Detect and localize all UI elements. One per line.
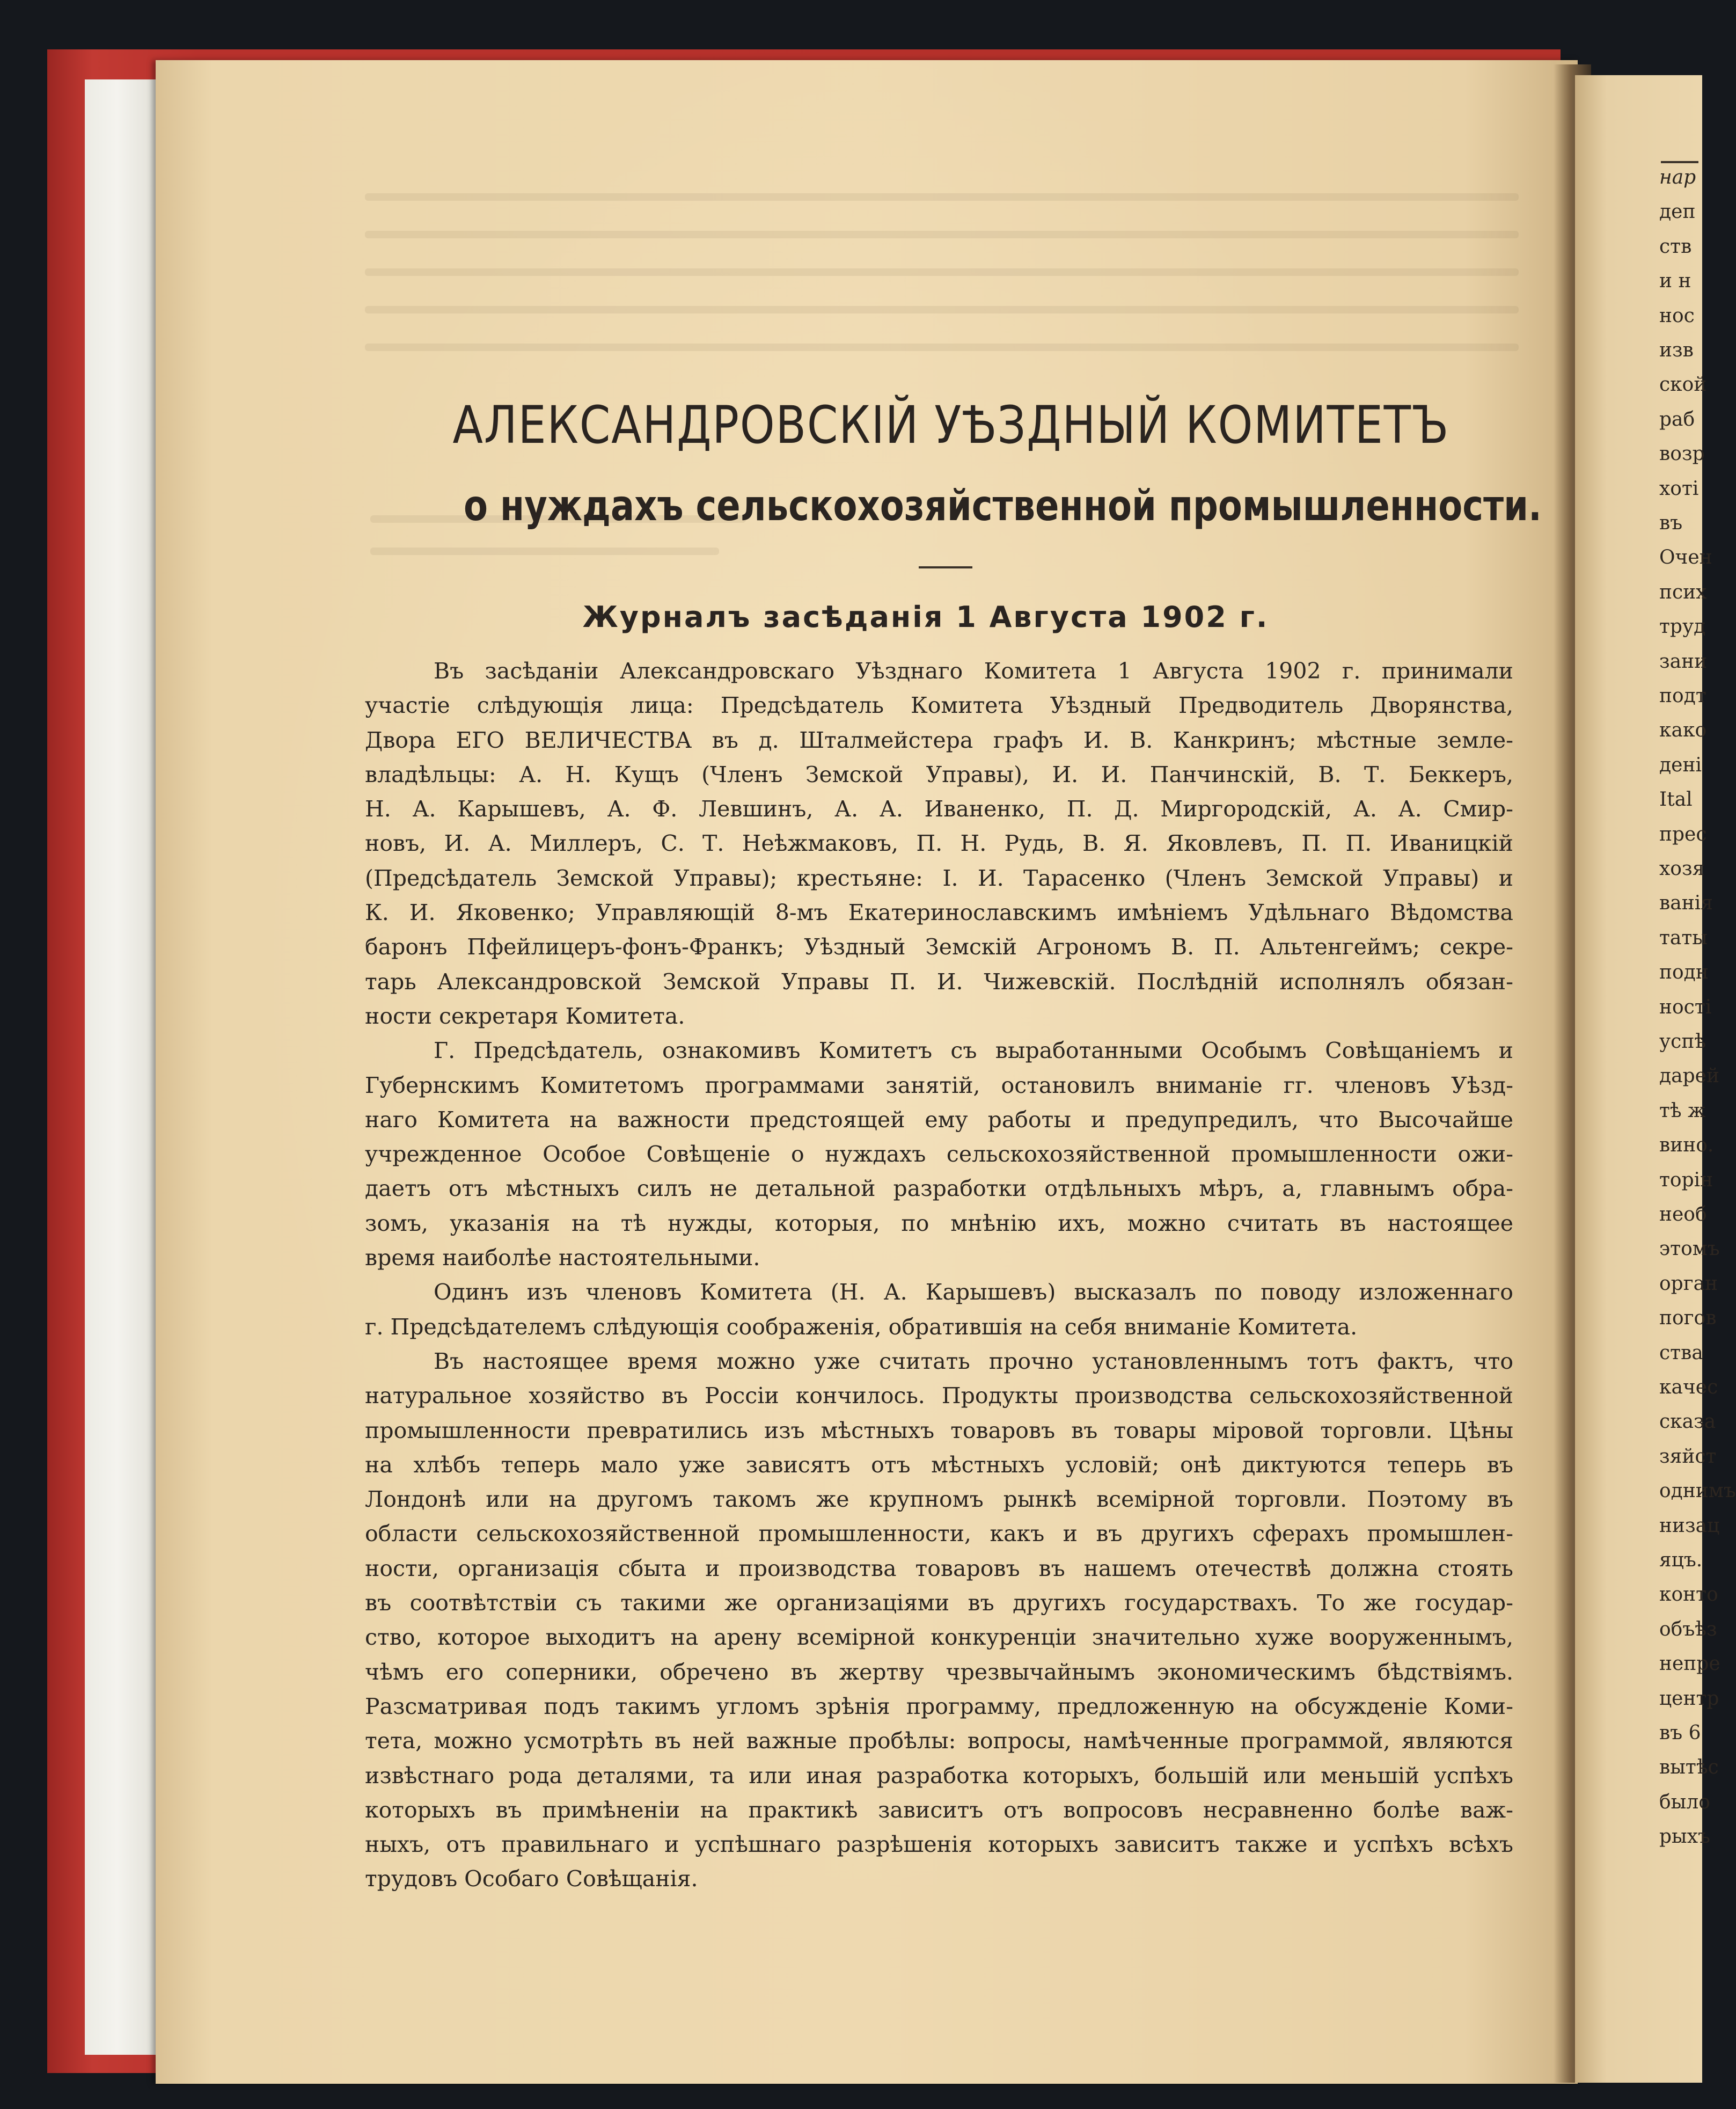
body-line: ности, организація сбыта и производства товаровъ въ нашемъ отечествѣ должна стоять <box>365 1555 1513 1581</box>
facing-page-fragment: прес <box>1659 823 1707 845</box>
body-line: въ соотвѣтствіи съ такими же организаціями въ другихъ государствахъ. То же государ- <box>365 1590 1513 1616</box>
body-line: новъ, И. А. Миллеръ, С. Т. Неѣжмаковъ, П. Н. Рудь, В. Я. Яковлевъ, П. П. Иваницкій <box>365 830 1513 857</box>
facing-page-fragment: ской <box>1659 374 1707 396</box>
body-line: тарь Александровской Земской Управы П. И. Чижевскій. Послѣдній исполнялъ обязан- <box>365 968 1513 995</box>
journal-heading: Журналъ засѣданія 1 Августа 1902 г. <box>582 600 1269 634</box>
bleed-through <box>370 548 719 555</box>
facing-page-fragment: ств <box>1659 235 1692 258</box>
document-title: АЛЕКСАНДРОВСКІЙ УѢЗДНЫЙ КОМИТЕТЪ <box>452 395 1450 455</box>
facing-page-fragment: однимъ <box>1659 1480 1736 1502</box>
facing-page-fragment: нос <box>1659 304 1695 327</box>
facing-page-fragment: таты <box>1659 926 1708 949</box>
facing-page-fragment: Очен <box>1659 546 1712 569</box>
body-line: Н. А. Карышевъ, А. Ф. Левшинъ, А. А. Иваненко, П. Д. Миргородскій, А. А. Смир- <box>365 796 1513 822</box>
body-line: зомъ, указанія на тѣ нужды, которыя, по мнѣнію ихъ, можно считать въ настоящее <box>365 1210 1513 1236</box>
bleed-through <box>365 268 1519 276</box>
body-line: трудовъ Особаго Совѣщанія. <box>365 1866 698 1892</box>
body-line: Одинъ изъ членовъ Комитета (Н. А. Карышевъ) высказалъ по поводу изложеннаго <box>434 1279 1513 1305</box>
facing-page-fragment: орган <box>1659 1272 1718 1295</box>
facing-page-fragment: возр <box>1659 443 1705 465</box>
body-line: учрежденное Особое Совѣщеніе о нуждахъ сельскохозяйственной промышленности ожи- <box>365 1141 1513 1167</box>
facing-page-fragment: ства <box>1659 1341 1703 1364</box>
facing-page-fragment: зани <box>1659 650 1708 673</box>
body-line: владѣльцы: А. Н. Кущъ (Членъ Земской Управы), И. И. Панчинскій, В. Т. Беккеръ, <box>365 761 1513 787</box>
body-line: области сельскохозяйственной промышленности, какъ и въ другихъ сферахъ промышлен- <box>365 1521 1513 1547</box>
facing-page-fragment: вино. <box>1659 1134 1714 1157</box>
body-line: баронъ Пфейлицеръ-фонъ-Франкъ; Уѣздный Земскій Агрономъ В. П. Альтенгеймъ; секре- <box>365 934 1513 960</box>
facing-page-fragment: зяйст <box>1659 1445 1717 1468</box>
facing-page-fragment: тѣ ж <box>1659 1099 1706 1122</box>
body-line: Лондонѣ или на другомъ такомъ же крупномъ рынкѣ всемірной торговли. Поэтому въ <box>365 1486 1513 1513</box>
body-line: Въ настоящее время можно уже считать прочно установленнымъ тотъ фактъ, что <box>434 1348 1513 1374</box>
facing-page-fragment: было <box>1659 1791 1710 1813</box>
body-line: Губернскимъ Комитетомъ программами занятій, остановилъ вниманіе гг. членовъ Уѣзд- <box>365 1072 1513 1098</box>
body-line: ности секретаря Комитета. <box>365 1003 685 1029</box>
facing-page-fragment: низац <box>1659 1514 1720 1537</box>
facing-page-fragment: како <box>1659 719 1707 742</box>
facing-page-fragment: рыхъ <box>1659 1826 1710 1848</box>
body-line: натуральное хозяйство въ Россіи кончилось. Продукты производства сельскохозяйственной <box>365 1383 1513 1409</box>
facing-page-fragment: и н <box>1659 270 1691 293</box>
facing-page-fragment: торін <box>1659 1169 1713 1191</box>
facing-page-fragment: подн <box>1659 961 1709 984</box>
facing-page-fragment: хозя <box>1659 858 1705 880</box>
body-line: которыхъ въ примѣненіи на практикѣ зависитъ отъ вопросовъ несравненно болѣе важ- <box>365 1797 1513 1823</box>
body-line: Г. Предсѣдатель, ознакомивъ Комитетъ съ выработанными Особымъ Совѣщаніемъ и <box>434 1038 1513 1064</box>
body-line: Въ засѣданіи Александровскаго Уѣзднаго Комитета 1 Августа 1902 г. принимали <box>434 658 1513 684</box>
facing-page-fragment: успѣ <box>1659 1031 1706 1053</box>
body-line: даетъ отъ мѣстныхъ силъ не детальной разработки отдѣльныхъ мѣръ, а, главнымъ обра- <box>365 1176 1513 1202</box>
body-line: чѣмъ его соперники, обречено въ жертву чрезвычайнымъ экономическимъ бѣдствіямъ. <box>365 1659 1513 1685</box>
facing-page-fragment: дарей <box>1659 1065 1719 1088</box>
facing-page-fragment: подт <box>1659 685 1706 707</box>
bleed-through <box>365 344 1519 351</box>
facing-page-fragment: въ <box>1659 512 1683 534</box>
body-line: на хлѣбъ теперь мало уже зависятъ отъ мѣстныхъ условій; онѣ диктуются теперь въ <box>365 1451 1513 1478</box>
body-line: Разсматривая подъ такимъ угломъ зрѣнія программу, предложенную на обсужденіе Коми- <box>365 1693 1513 1719</box>
body-line: (Предсѣдатель Земской Управы); крестьяне: І. И. Тарасенко (Членъ Земской Управы) и <box>365 865 1513 891</box>
body-line: Двора ЕГО ВЕЛИЧЕСТВА въ д. Шталмейстера графъ И. В. Канкринъ; мѣстные земле- <box>365 727 1513 753</box>
facing-page-fragment: дені <box>1659 754 1702 776</box>
body-line: наго Комитета на важности предстоящей ему работы и предупредилъ, что Высочайше <box>365 1106 1513 1133</box>
body-line: время наиболѣе настоятельными. <box>365 1245 760 1271</box>
document-body <box>365 654 1513 1896</box>
document-subtitle: о нуждахъ сельскохозяйственной промышленности. <box>464 482 1542 530</box>
body-line: участіе слѣдующія лица: Предсѣдатель Комитета Уѣздный Предводитель Дворянства, <box>365 692 1513 719</box>
facing-page-fragment: раб <box>1659 408 1695 430</box>
facing-page-fragment: Ital <box>1659 789 1693 811</box>
facing-page-fragment: ності <box>1659 996 1712 1018</box>
facing-page-fragment: необ <box>1659 1203 1707 1225</box>
facing-page-fragment: качес <box>1659 1376 1718 1398</box>
body-line: извѣстнаго рода деталями, та или иная разработка которыхъ, большій или меньшій успѣхъ <box>365 1762 1513 1789</box>
bleed-through <box>365 306 1519 313</box>
facing-page-fragment: непре <box>1659 1653 1720 1675</box>
facing-page-fragment: труд <box>1659 616 1706 638</box>
bleed-through <box>365 231 1519 238</box>
body-line: ство, которое выходитъ на арену всемірной конкуренціи значительно хуже вооруженнымъ, <box>365 1624 1513 1651</box>
facing-page-fragment: погов <box>1659 1307 1717 1330</box>
facing-page-fragment: нар <box>1659 166 1696 188</box>
facing-page-dash <box>1661 161 1698 163</box>
facing-page-fragment: этомъ <box>1659 1238 1720 1260</box>
page-edges <box>85 79 165 2055</box>
title-divider <box>919 566 972 568</box>
facing-page-fragment: въ 6 <box>1659 1722 1701 1744</box>
facing-page-fragment: ванія <box>1659 892 1713 915</box>
facing-page <box>1575 75 1736 2083</box>
facing-page-fragment: псих <box>1659 581 1707 603</box>
bleed-through <box>365 193 1519 201</box>
facing-page-fragment: объѣз <box>1659 1618 1717 1640</box>
facing-page-fragment: деп <box>1659 201 1696 223</box>
facing-page-fragment: вытѣс <box>1659 1756 1719 1779</box>
body-line: г. Предсѣдателемъ слѣдующія соображенія, обратившія на себя вниманіе Комитета. <box>365 1313 1358 1340</box>
facing-page-fragment: хоті <box>1659 477 1699 500</box>
facing-page-fragment: конто <box>1659 1583 1718 1606</box>
body-line: промышленности превратились изъ мѣстныхъ товаровъ въ товары міровой торговли. Цѣны <box>365 1417 1513 1443</box>
facing-page-fragment: изв <box>1659 339 1694 361</box>
body-line: тета, можно усмотрѣть въ ней важные пробѣлы: вопросы, намѣченные программой, являются <box>365 1728 1513 1754</box>
facing-page-fragment: яцъ. <box>1659 1549 1703 1571</box>
facing-page-fragment: сказа <box>1659 1411 1716 1433</box>
facing-page-fragment: центр <box>1659 1687 1719 1710</box>
body-line: К. И. Яковенко; Управляющій 8-мъ Екатеринославскимъ имѣніемъ Удѣльнаго Вѣдомства <box>365 900 1513 926</box>
body-line: ныхъ, отъ правильнаго и успѣшнаго разрѣшенія которыхъ зависитъ также и успѣхъ всѣхъ <box>365 1831 1513 1858</box>
